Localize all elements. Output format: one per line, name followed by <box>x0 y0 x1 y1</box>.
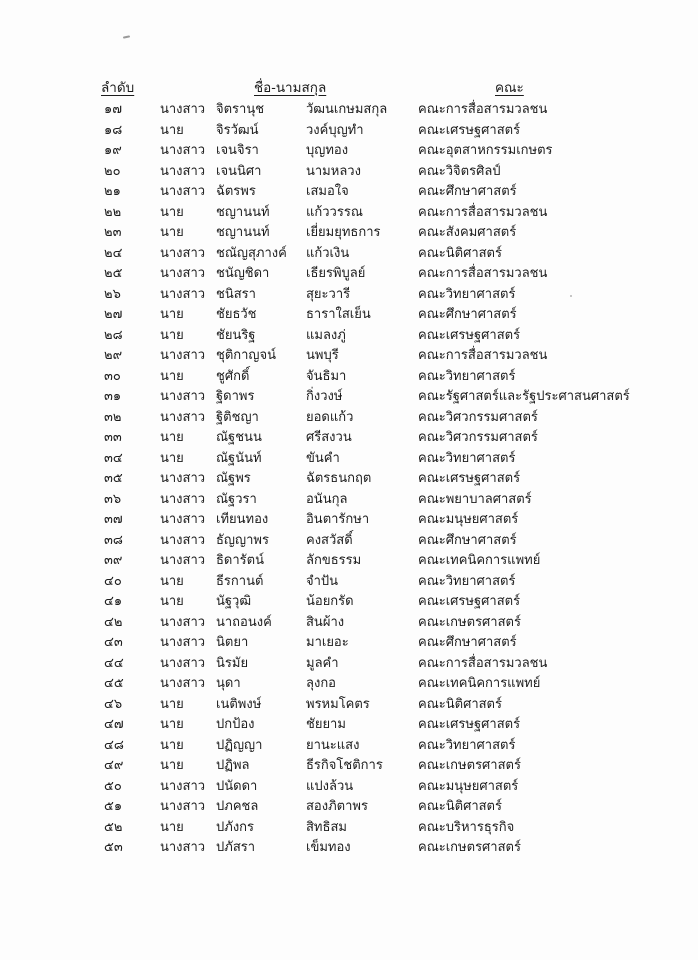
row-faculty: คณะวิทยาศาสตร์ <box>418 737 516 753</box>
row-first-name: ปภัสรา <box>216 840 256 855</box>
table-row <box>0 691 698 712</box>
table-row <box>0 568 698 589</box>
row-first-name: ฉัตรพร <box>216 184 256 199</box>
table-row <box>0 527 698 548</box>
row-first-name: เทียนทอง <box>216 512 269 527</box>
row-number: ๒๔ <box>104 245 123 261</box>
row-title: นาย <box>160 717 184 732</box>
row-title: นาย <box>160 368 184 384</box>
row-title: นางสาว <box>160 409 206 425</box>
column-header-order: ลำดับ <box>101 80 135 96</box>
table-row <box>0 609 698 630</box>
row-number: ๕๑ <box>104 799 123 814</box>
row-title: นางสาว <box>160 143 206 158</box>
row-last-name: สิทธิสม <box>306 819 347 835</box>
table-row <box>0 424 698 445</box>
row-faculty: คณะเศรษฐศาสตร์ <box>418 122 521 138</box>
table-row <box>0 834 698 855</box>
row-last-name: กิ่งวงษ์ <box>306 389 343 404</box>
row-number: ๑๙ <box>104 143 122 158</box>
row-first-name: ธัญญาพร <box>216 532 269 548</box>
row-number: ๕๐ <box>104 778 122 794</box>
row-first-name: ชนิสรา <box>216 286 256 302</box>
row-number: ๔๑ <box>104 594 123 609</box>
row-last-name: แมลงภู่ <box>306 327 346 343</box>
table-row <box>0 301 698 322</box>
row-last-name: เข็มทอง <box>306 840 351 855</box>
row-first-name: ชัยนริฐ <box>216 327 256 343</box>
row-last-name: สินผ้าง <box>306 614 345 630</box>
row-faculty: คณะศึกษาศาสตร์ <box>418 307 517 322</box>
row-last-name: สองภิตาพร <box>306 799 368 814</box>
table-row <box>0 240 698 261</box>
row-number: ๔๐ <box>104 573 122 589</box>
table-row <box>0 404 698 425</box>
row-last-name: ยานะแสง <box>306 737 360 753</box>
row-faculty: คณะเทคนิคการแพทย์ <box>418 553 541 568</box>
row-number: ๒๒ <box>104 204 122 220</box>
table-row <box>0 322 698 343</box>
row-number: ๔๘ <box>104 737 124 753</box>
row-faculty: คณะพยาบาลศาสตร์ <box>418 491 532 507</box>
row-last-name: แก้ววรรณ <box>306 204 363 220</box>
row-last-name: เยี่ยมยุทธการ <box>306 225 381 240</box>
row-faculty: คณะเศรษฐศาสตร์ <box>418 717 521 732</box>
row-title: นางสาว <box>160 655 206 671</box>
row-faculty: คณะวิจิตรศิลป์ <box>418 163 501 179</box>
row-number: ๕๒ <box>104 819 123 835</box>
row-title: นาย <box>160 758 184 773</box>
row-faculty: คณะเศรษฐศาสตร์ <box>418 327 521 343</box>
row-last-name: นพบุรี <box>306 348 339 363</box>
table-row <box>0 650 698 671</box>
row-faculty: คณะเกษตรศาสตร์ <box>418 614 521 630</box>
row-faculty: คณะเกษตรศาสตร์ <box>418 840 521 855</box>
row-title: นางสาว <box>160 102 206 117</box>
row-title: นางสาว <box>160 389 206 404</box>
row-last-name: วัฒนเกษมสกุล <box>306 102 388 117</box>
row-last-name: ศรีสงวน <box>306 430 352 445</box>
row-title: นางสาว <box>160 778 206 794</box>
row-last-name: ฉัตรธนกฤต <box>306 471 372 486</box>
row-title: นางสาว <box>160 614 206 630</box>
row-faculty: คณะวิทยาศาสตร์ <box>418 450 516 466</box>
row-title: นาย <box>160 594 184 609</box>
row-title: นางสาว <box>160 512 206 527</box>
row-last-name: วงค์บุญทำ <box>306 122 364 138</box>
row-last-name: ชัยยาม <box>306 717 346 732</box>
row-last-name: ลักขธรรม <box>306 553 362 568</box>
name-list <box>0 96 698 855</box>
row-title: นางสาว <box>160 553 206 568</box>
row-faculty: คณะวิทยาศาสตร์ <box>418 286 516 302</box>
table-row <box>0 814 698 835</box>
row-first-name: ชณัญสุภางค์ <box>216 245 287 261</box>
row-first-name: ณัฐวรา <box>216 491 257 507</box>
row-title: นางสาว <box>160 840 206 855</box>
row-faculty: คณะนิติศาสตร์ <box>418 799 502 814</box>
row-title: นางสาว <box>160 676 206 691</box>
table-row <box>0 588 698 609</box>
row-faculty: คณะเศรษฐศาสตร์ <box>418 594 521 609</box>
scan-speck <box>123 35 130 38</box>
table-row <box>0 363 698 384</box>
row-number: ๓๘ <box>104 532 123 548</box>
row-first-name: ปภคชล <box>216 799 259 814</box>
row-number: ๕๓ <box>104 840 123 855</box>
row-last-name: จันธิมา <box>306 368 347 384</box>
table-row <box>0 158 698 179</box>
row-faculty: คณะวิศวกรรมศาสตร์ <box>418 409 538 425</box>
row-faculty: คณะการสื่อสารมวลชน <box>418 266 548 281</box>
row-last-name: มูลคำ <box>306 655 339 671</box>
table-row <box>0 137 698 158</box>
row-first-name: ชุติกาญจน์ <box>216 348 277 363</box>
table-row <box>0 773 698 794</box>
row-first-name: ธิดารัตน์ <box>216 553 264 568</box>
row-title: นาย <box>160 307 184 322</box>
row-title: นาย <box>160 430 184 445</box>
row-faculty: คณะเทคนิคการแพทย์ <box>418 676 541 691</box>
row-number: ๔๕ <box>104 676 124 691</box>
row-last-name: น้อยกรัด <box>306 594 354 609</box>
row-first-name: ชูศักดิ์ <box>216 368 250 384</box>
row-title: นาย <box>160 573 184 589</box>
row-first-name: ปภังกร <box>216 819 255 835</box>
table-row <box>0 96 698 117</box>
row-faculty: คณะสังคมศาสตร์ <box>418 225 517 240</box>
row-number: ๒๙ <box>104 348 123 363</box>
table-row <box>0 383 698 404</box>
table-row <box>0 219 698 240</box>
row-number: ๓๑ <box>104 389 122 404</box>
row-title: นางสาว <box>160 348 206 363</box>
row-number: ๒๘ <box>104 327 123 343</box>
table-row <box>0 670 698 691</box>
row-faculty: คณะมนุษยศาสตร์ <box>418 512 519 527</box>
row-faculty: คณะบริหารธุรกิจ <box>418 819 515 835</box>
row-first-name: นิตยา <box>216 635 249 650</box>
row-first-name: ปฏิญญา <box>216 737 263 753</box>
row-faculty: คณะการสื่อสารมวลชน <box>418 204 548 220</box>
row-title: นาย <box>160 204 184 220</box>
row-title: นาย <box>160 450 184 466</box>
table-row <box>0 117 698 138</box>
row-title: นางสาว <box>160 245 206 261</box>
row-first-name: นาถอนงค์ <box>216 614 272 630</box>
row-title: นาย <box>160 225 184 240</box>
table-row <box>0 711 698 732</box>
row-first-name: ณัฐนันท์ <box>216 450 262 466</box>
row-last-name: สุยะวารี <box>306 286 351 302</box>
row-first-name: ชญานนท์ <box>216 204 270 220</box>
row-last-name: อินตารักษา <box>306 512 370 527</box>
row-number: ๔๔ <box>104 655 124 671</box>
row-first-name: ธีรกานต์ <box>216 573 264 589</box>
row-number: ๔๒ <box>104 614 123 630</box>
row-first-name: จิตรานุช <box>216 102 265 117</box>
row-last-name: บุญทอง <box>306 143 349 158</box>
row-last-name: ลุงกอ <box>306 676 336 691</box>
row-last-name: คงสวัสดิ์ <box>306 532 353 548</box>
row-last-name: นามหลวง <box>306 163 361 179</box>
row-first-name: ชัยธวัช <box>216 307 257 322</box>
table-row <box>0 629 698 650</box>
row-last-name: เธียรพิบูลย์ <box>306 266 366 281</box>
row-faculty: คณะมนุษยศาสตร์ <box>418 778 519 794</box>
row-faculty: คณะรัฐศาสตร์และรัฐประศาสนศาสตร์ <box>418 389 630 404</box>
row-title: นางสาว <box>160 491 206 507</box>
row-first-name: ชนัญชิดา <box>216 266 270 281</box>
row-last-name: มาเยอะ <box>306 635 349 650</box>
row-first-name: ฐิติชญา <box>216 409 259 425</box>
row-faculty: คณะนิติศาสตร์ <box>418 696 502 712</box>
row-faculty: คณะวิทยาศาสตร์ <box>418 573 516 589</box>
row-number: ๒๕ <box>104 266 123 281</box>
table-row <box>0 486 698 507</box>
row-number: ๔๓ <box>104 635 123 650</box>
row-faculty: คณะการสื่อสารมวลชน <box>418 348 548 363</box>
row-number: ๒๖ <box>104 286 121 302</box>
row-last-name: อนันกุล <box>306 491 348 507</box>
row-faculty: คณะการสื่อสารมวลชน <box>418 102 548 117</box>
row-title: นาย <box>160 122 184 138</box>
row-title: นางสาว <box>160 532 206 548</box>
row-faculty: คณะศึกษาศาสตร์ <box>418 532 517 548</box>
row-title: นางสาว <box>160 163 206 179</box>
row-title: นาย <box>160 696 184 712</box>
row-title: นางสาว <box>160 184 206 199</box>
row-faculty: คณะวิทยาศาสตร์ <box>418 368 516 384</box>
row-title: นางสาว <box>160 799 206 814</box>
row-faculty: คณะนิติศาสตร์ <box>418 245 502 261</box>
row-title: นาย <box>160 737 184 753</box>
row-last-name: ขันคำ <box>306 450 340 466</box>
row-last-name: แปงล้วน <box>306 778 354 794</box>
row-number: ๓๖ <box>104 491 122 507</box>
table-row <box>0 547 698 568</box>
table-row <box>0 260 698 281</box>
table-row <box>0 178 698 199</box>
row-number: ๔๖ <box>104 696 123 712</box>
row-last-name: พรหมโคตร <box>306 696 370 712</box>
row-number: ๓๓ <box>104 430 122 445</box>
row-number: ๑๗ <box>104 102 123 117</box>
row-number: ๒๐ <box>104 163 121 179</box>
row-title: นางสาว <box>160 266 206 281</box>
row-first-name: ณัฐชนน <box>216 430 262 445</box>
table-row <box>0 793 698 814</box>
row-first-name: ปฏิพล <box>216 758 250 773</box>
row-faculty: คณะเศรษฐศาสตร์ <box>418 471 521 486</box>
row-title: นาย <box>160 819 184 835</box>
table-row <box>0 732 698 753</box>
row-title: นางสาว <box>160 471 206 486</box>
row-first-name: ชญานนท์ <box>216 225 270 240</box>
column-header-name: ชื่อ-นามสกุล <box>254 80 327 96</box>
table-row <box>0 445 698 466</box>
row-first-name: นุดา <box>216 676 241 691</box>
row-first-name: เจนนิศา <box>216 163 262 179</box>
row-first-name: เนติพงษ์ <box>216 696 262 712</box>
row-number: ๓๒ <box>104 409 122 425</box>
row-last-name: แก้วเงิน <box>306 245 350 261</box>
row-first-name: นิรมัย <box>216 655 249 671</box>
row-number: ๑๘ <box>104 122 123 138</box>
row-last-name: จำปัน <box>306 573 339 589</box>
row-faculty: คณะอุตสาหกรรมเกษตร <box>418 143 553 158</box>
row-first-name: ปนัดดา <box>216 778 258 794</box>
table-row <box>0 465 698 486</box>
row-faculty: คณะศึกษาศาสตร์ <box>418 184 517 199</box>
row-last-name: ธีรกิจโชติการ <box>306 758 383 773</box>
row-last-name: ยอดแก้ว <box>306 409 354 425</box>
row-number: ๔๙ <box>104 758 124 773</box>
row-last-name: ธาราใสเย็น <box>306 307 371 322</box>
row-title: นางสาว <box>160 286 206 302</box>
row-first-name: เจนจิรา <box>216 143 259 158</box>
row-faculty: คณะเกษตรศาสตร์ <box>418 758 521 773</box>
row-number: ๓๕ <box>104 471 123 486</box>
row-number: ๓๗ <box>104 512 123 527</box>
table-row <box>0 506 698 527</box>
table-row <box>0 342 698 363</box>
row-number: ๒๓ <box>104 225 122 240</box>
row-first-name: ฐิดาพร <box>216 389 255 404</box>
row-first-name: นัฐวุฒิ <box>216 594 252 609</box>
row-first-name: จิรวัฒน์ <box>216 122 259 138</box>
column-header-faculty: คณะ <box>495 80 524 96</box>
row-title: นางสาว <box>160 635 206 650</box>
row-last-name: เสมอใจ <box>306 184 349 199</box>
row-first-name: ณัฐพร <box>216 471 251 486</box>
table-row <box>0 281 698 302</box>
row-number: ๒๗ <box>104 307 123 322</box>
row-number: ๒๑ <box>104 184 121 199</box>
row-faculty: คณะศึกษาศาสตร์ <box>418 635 517 650</box>
row-first-name: ปกป้อง <box>216 717 255 732</box>
row-number: ๓๐ <box>104 368 121 384</box>
table-row <box>0 752 698 773</box>
row-faculty: คณะวิศวกรรมศาสตร์ <box>418 430 538 445</box>
row-number: ๓๙ <box>104 553 123 568</box>
row-faculty: คณะการสื่อสารมวลชน <box>418 655 548 671</box>
row-number: ๔๗ <box>104 717 124 732</box>
row-title: นาย <box>160 327 184 343</box>
table-row <box>0 199 698 220</box>
row-number: ๓๔ <box>104 450 123 466</box>
